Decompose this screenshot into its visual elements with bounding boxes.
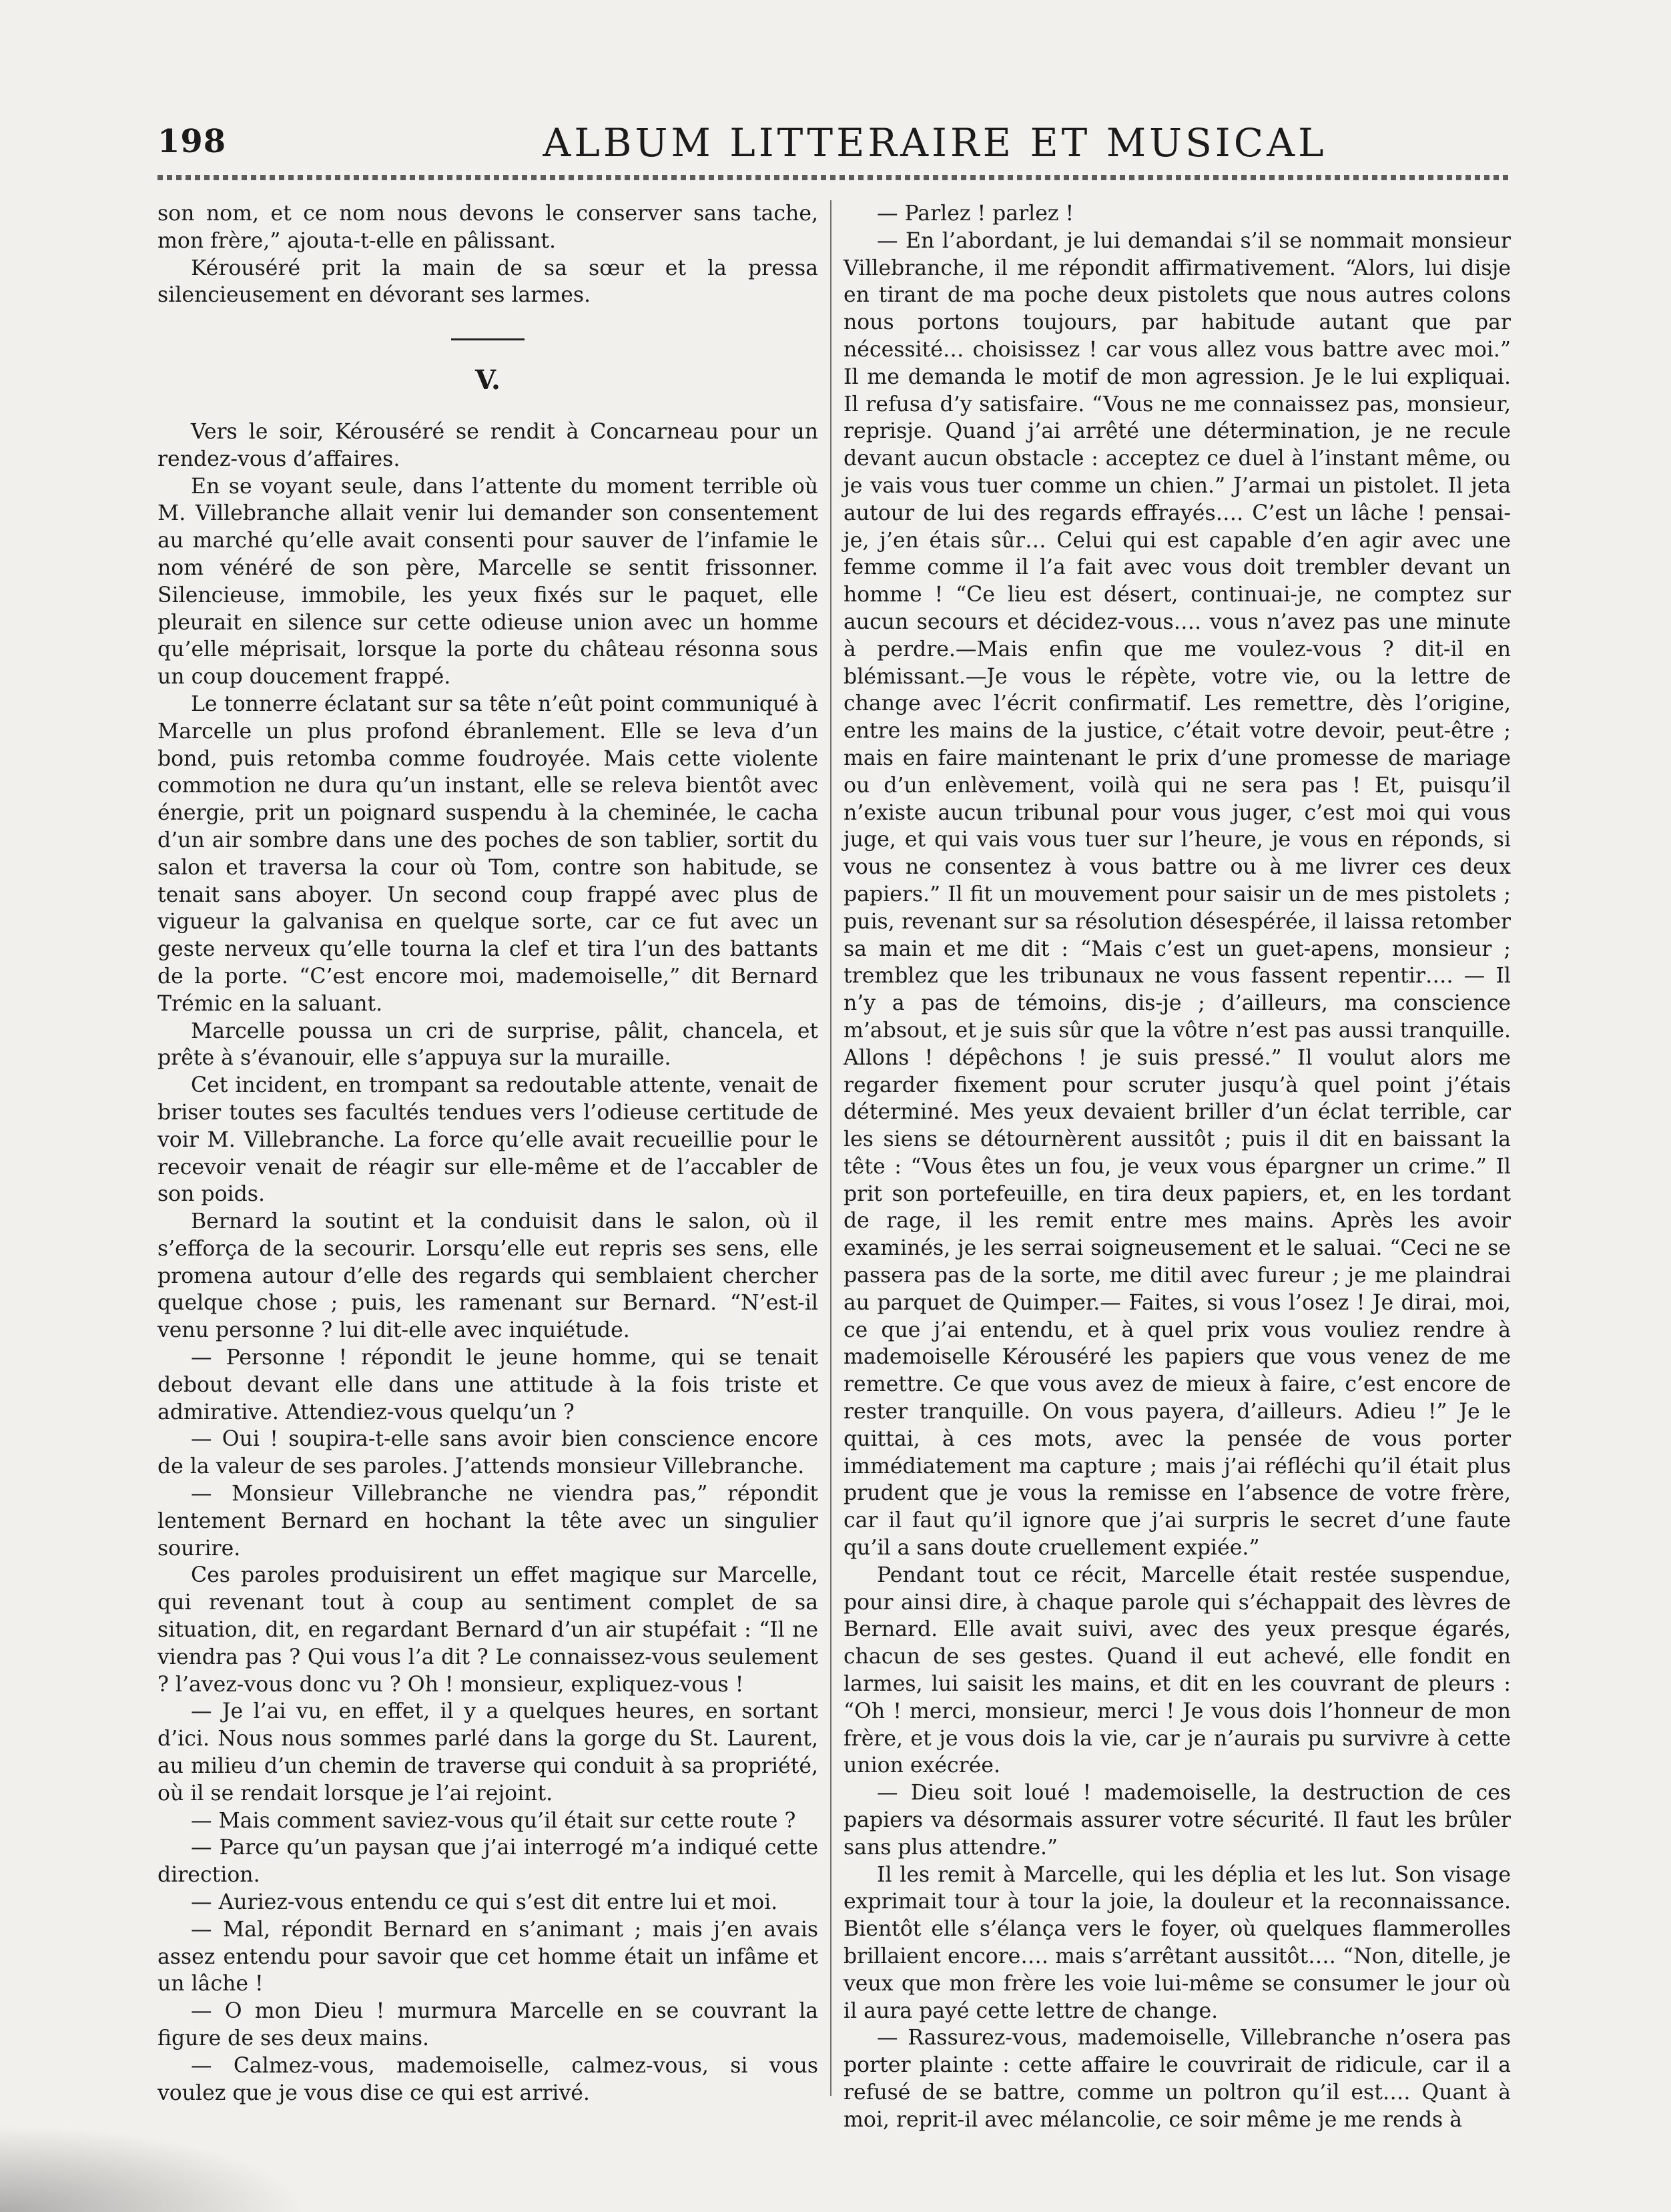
paragraph: En se voyant seule, dans l’attente du moment terrible où M. Villebranche allait venir lui demander son consentement au marché qu’elle avait consenti pour sauver de l’infamie le nom vénéré de son père, Marcelle se sentit frissonner. Silencieuse, immobile, les yeux fixés sur le paquet, elle pleurait en silence sur cette odieuse union avec un homme qu’elle méprisait, lorsque la porte du château résonna sous un coup doucement frappé. [157,474,818,689]
paragraph: son nom, et ce nom nous devons le conserver sans tache, mon frère,” ajouta-t-elle en pâlissant. [157,202,818,253]
paragraph: Pendant tout ce récit, Marcelle était restée suspendue, pour ainsi dire, à chaque parole qui s’échappait des lèvres de Bernard. Elle avait suivi, avec des yeux presque égarés, chacun de ses gestes. Quand il eut achevé, elle fondit en larmes, lui saisit les mains, et dit en les couvrant de pleurs : “Oh ! merci, monsieur, merci ! Je vous dois l’honneur de mon frère, et je vous dois la vie, car je n’aurais pu survivre à cette union exécrée. [844,1563,1511,1778]
page-header [157,120,1512,174]
running-title: ALBUM LITTERAIRE ET MUSICAL [543,120,1327,166]
page-number: 198 [157,123,227,160]
paragraph: — Parce qu’un paysan que j’ai interrogé m’a indiqué cette direction. [157,1836,818,1888]
paragraph: — Monsieur Villebranche ne viendra pas,” répondit lentement Bernard en hochant la tête avec un singulier sourire. [157,1482,818,1561]
paragraph: — Personne ! répondit le jeune homme, qui se tenait debout devant elle dans une attitude à la fois triste et admirative. Attendiez-vous quelqu’un ? [157,1346,818,1424]
scan-smudge [0,2125,307,2212]
paragraph: — Calmez-vous, mademoiselle, calmez-vous, si vous voulez que je vous dise ce qui est arrivé. [157,2053,818,2105]
paragraph: — Mal, répondit Bernard en s’animant ; mais j’en avais assez entendu pour savoir que cet homme était un infâme et un lâche ! [157,1917,818,1996]
paragraph: Il les remit à Marcelle, qui les déplia et les lut. Son visage exprimait tour à tour la joie, la douleur et la reconnaissance. Bientôt elle s’élança vers le foyer, où quelques flammerolles brillaient encore…. mais s’arrêtant aussitôt…. “Non, ditelle, je veux que mon frère les voie lui-même se consumer le jour où il aura payé cette lettre de change. [844,1862,1511,2023]
paragraph: — Je l’ai vu, en effet, il y a quelques heures, en sortant d’ici. Nous nous sommes parlé dans la gorge du St. Laurent, au milieu d’un chemin de traverse qui conduit à sa propriété, où il se rendait lorsque je l’ai rejoint. [157,1699,818,1806]
paragraph: — Rassurez-vous, mademoiselle, Villebranche n’osera pas porter plainte : cette affaire le couvrirait de ridicule, car il a refusé de se battre, comme un poltron qu’il est…. Quant à moi, reprit-il avec mélancolie, ce soir même je me rends à [844,2026,1511,2132]
paragraph: — En l’abordant, je lui demandai s’il se nommait monsieur Villebranche, il me répondit affirmativement. “Alors, lui disje en tirant de ma poche deux pistolets que nous autres colons nous portons toujours, par habitude autant que par nécessité… choisissez ! car vous allez vous battre avec moi.” Il me demanda le motif de mon agression. Je le lui expliquai. Il refusa d’y satisfaire. “Vous ne me connaissez pas, monsieur, reprisje. Quand j’ai arrêté une détermination, je ne recule devant aucun obstacle : acceptez ce duel à l’instant même, ou je vais vous tuer comme un chien.” J’armai un pistolet. Il jeta autour de lui des regards effrayés…. C’est un lâche ! pensai-je, j’en étais sûr… Celui qui est capable d’en agir avec une femme comme il l’a fait avec vous doit trembler devant un homme ! “Ce lieu est désert, continuai-je, ne comptez sur aucun secours et décidez-vous…. vous n’avez pas une minute à perdre.—Mais enfin que me voulez-vous ? dit-il en blémissant.—Je vous le répète, votre vie, ou la lettre de change avec l’écrit confirmatif. Les remettre, dès l’origine, entre les mains de la justice, c’était votre devoir, peut-être ; mais en faire maintenant le prix d’une promesse de mariage ou d’un enlèvement, voilà qui ne sera pas ! Et, puisqu’il n’existe aucun tribunal pour vous juger, c’est moi qui vous juge, et qui vais vous tuer sur l’heure, je vous en réponds, si vous ne consentez à vous battre ou à me livrer ces deux papiers.” Il fit un mouvement pour saisir un de mes pistolets ; puis, revenant sur sa résolution désespérée, il laissa retomber sa main et me dit : “Mais c’est un guet-apens, monsieur ; tremblez que les tribunaux ne vous fassent repentir…. — Il n’y a pas de témoins, dis-je ; d’ailleurs, ma conscience m’absout, et je suis sûr que la vôtre n’est pas aussi tranquille. Allons ! dépêchons ! je suis pressé.” Il voulut alors me regarder fixement pour scruter jusqu’à quel point j’étais déterminé. Mes yeux devaient briller d’un éclat terrible, car les siens se détournèrent aussitôt ; puis il dit en baissant la tête : “Vous êtes un fou, je veux vous épargner un crime.” Il prit son portefeuille, en tira deux papiers, et, en les tordant de rage, il les remit entre mes mains. Après les avoir examinés, je les serrai soigneusement et le saluai. “Ceci ne se passera pas de la sorte, me ditil avec fureur ; je me plaindrai au parquet de Quimper.— Faites, si vous l’osez ! Je dirai, moi, ce que j’ai entendu, et à quel prix vous vouliez rendre à mademoiselle Kérouséré les papiers que vous venez de me remettre. Ce que vous avez de mieux à faire, c’est encore de rester tranquille. On vous payera, d’ailleurs. Adieu !” Je le quittai, à ces mots, avec la pensée de vous porter immédiatement ma capture ; mais j’ai réfléchi qu’il était plus prudent que je vous la remisse en l’absence de votre frère, car il faut qu’il ignore que j’ai surpris le secret d’une faute qu’il a sans doute cruellement expiée.” [844,228,1511,1561]
paragraph: Kérouséré prit la main de sa sœur et la pressa silencieusement en dévorant ses larmes. [157,256,818,308]
paragraph: — Dieu soit loué ! mademoiselle, la destruction de ces papiers va désormais assurer votre sécurité. Il faut les brûler sans plus attendre.” [844,1781,1511,1860]
paragraph: — Auriez-vous entendu ce qui s’est dit entre lui et moi. [191,1890,778,1915]
right-column [844,200,1511,2134]
column-divider [830,200,831,2096]
paragraph: Bernard la soutint et la conduisit dans le salon, où il s’efforça de la secourir. Lorsqu’elle eut repris ses sens, elle promena autour d’elle des regards qui semblaient chercher quelque chose ; puis, les ramenant sur Bernard. “N’est-il venu personne ? lui dit-elle avec inquiétude. [157,1209,818,1343]
paragraph: Marcelle poussa un cri de surprise, pâlit, chancela, et prête à s’évanouir, elle s’appuya sur la muraille. [157,1019,818,1071]
paragraph: — O mon Dieu ! murmura Marcelle en se couvrant la figure de ses deux mains. [157,1999,818,2050]
left-column [157,200,818,2107]
section-rule [451,338,525,340]
paragraph: — Parlez ! parlez ! [877,202,1074,226]
paragraph: — Oui ! soupira-t-elle sans avoir bien conscience encore de la valeur de ses paroles. J’attends monsieur Villebranche. [157,1427,818,1479]
paragraph: Vers le soir, Kérouséré se rendit à Concarneau pour un rendez-vous d’affaires. [157,419,818,471]
paragraph: Ces paroles produisirent un effet magique sur Marcelle, qui revenant tout à coup au sentiment complet de sa situation, dit, en regardant Bernard d’un air stupéfait : “Il ne viendra pas ? Qui vous l’a dit ? Le connaissez-vous seulement ? l’avez-vous donc vu ? Oh ! monsieur, expliquez-vous ! [157,1563,818,1697]
section-number: V. [475,364,500,396]
paragraph: Le tonnerre éclatant sur sa tête n’eût point communiqué à Marcelle un plus profond ébranlement. Elle se leva d’un bond, puis retomba comme foudroyée. Mais cette violente commotion ne dura qu’un instant, elle se releva bientôt avec énergie, prit un poignard suspendu à la cheminée, le cacha d’un air sombre dans une des poches de son tablier, sortit du salon et traversa la cour où Tom, contre son habitude, se tenait sans aboyer. Un second coup frappé avec plus de vigueur la galvanisa en quelque sorte, car ce fut avec un geste nerveux qu’elle tourna la clef et tira l’un des battants de la porte. “C’est encore moi, mademoiselle,” dit Bernard Trémic en la saluant. [157,692,818,1016]
header-rule [157,175,1512,180]
paragraph: — Mais comment saviez-vous qu’il était sur cette route ? [191,1808,796,1833]
paragraph: Cet incident, en trompant sa redoutable attente, venait de briser toutes ses facultés tendues vers l’odieuse certitude de voir M. Villebranche. La force qu’elle avait recueillie pour le recevoir venait de réagir sur elle-même et de l’accabler de son poids. [157,1073,818,1207]
